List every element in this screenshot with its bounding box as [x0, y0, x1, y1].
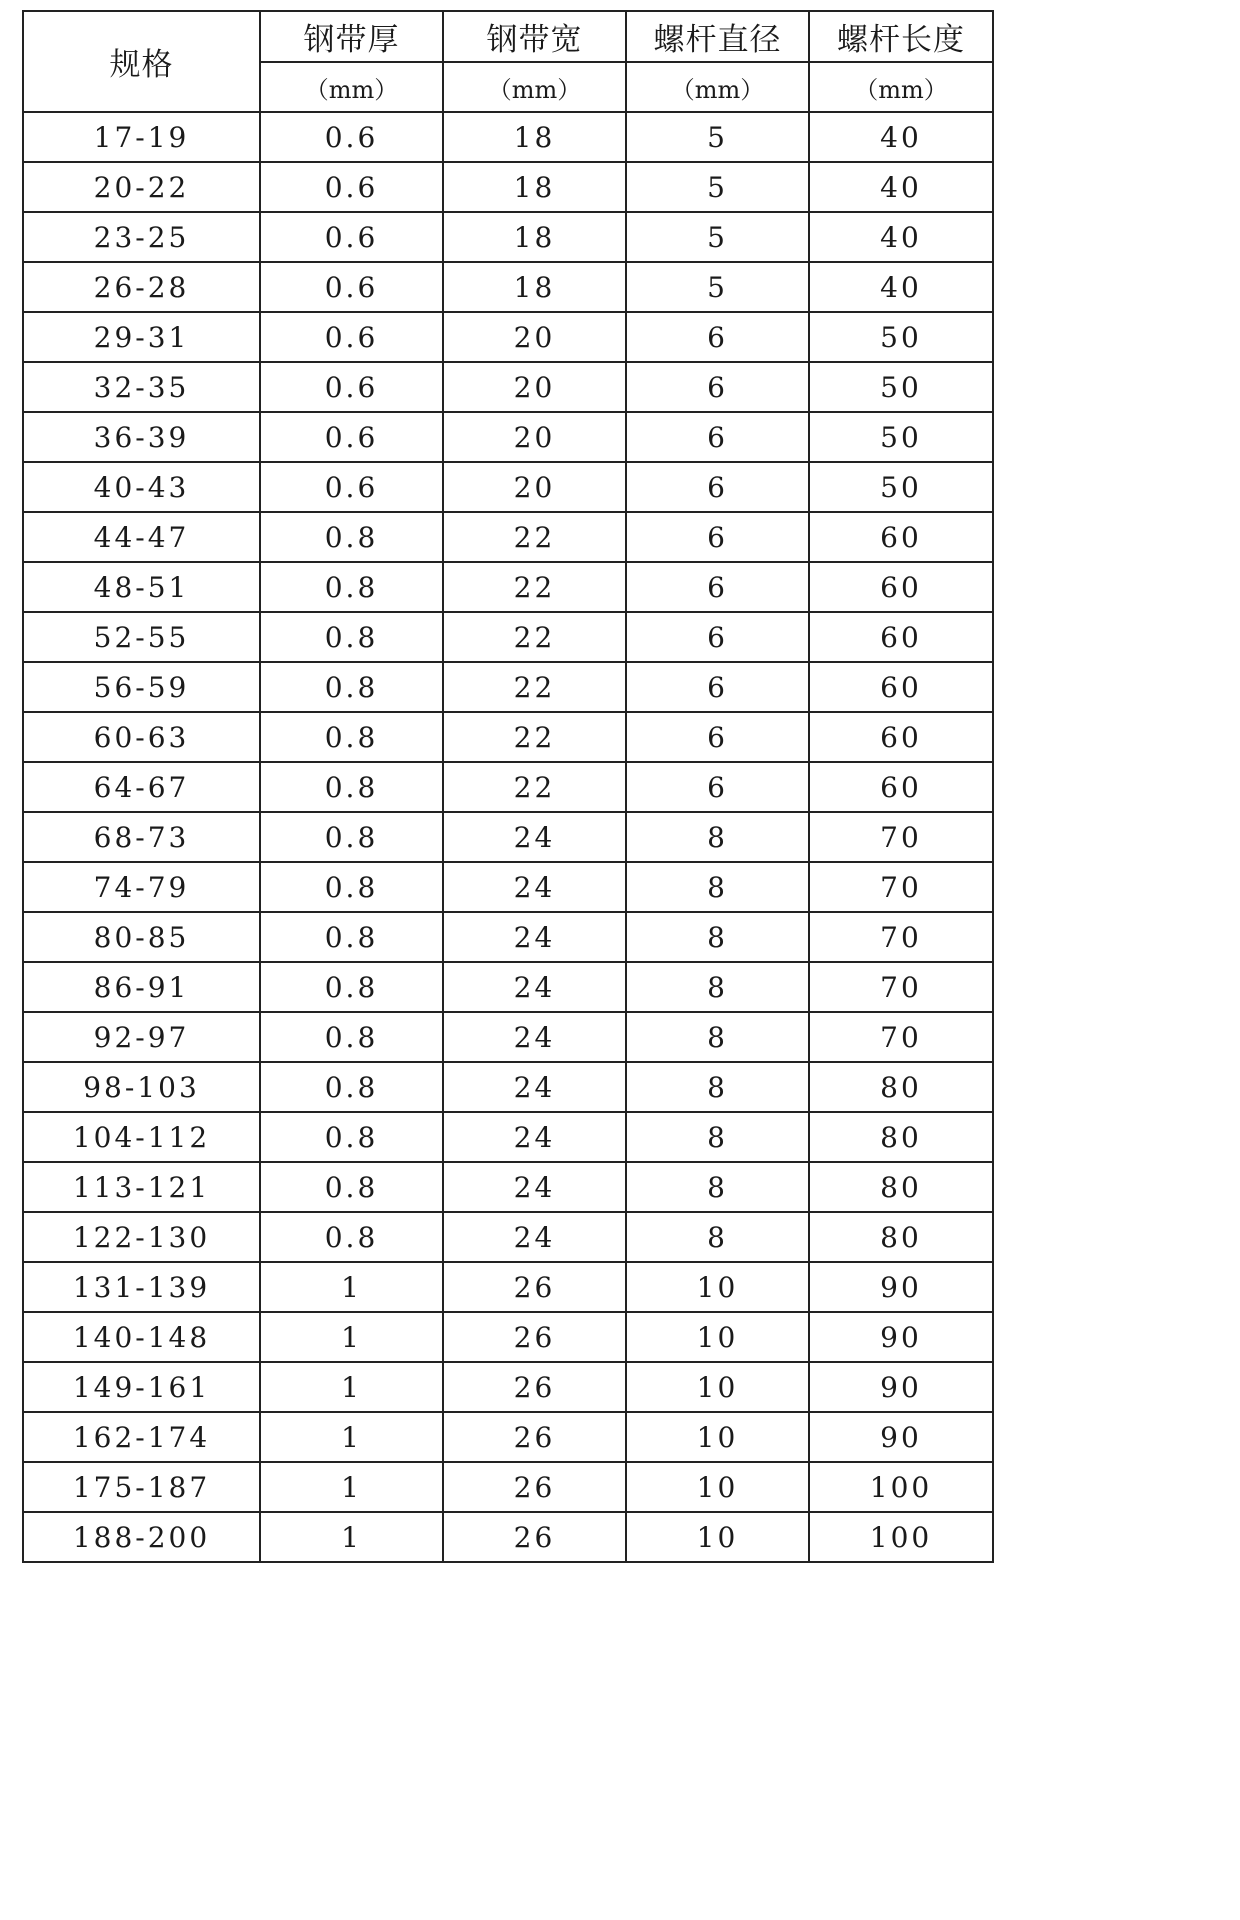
table-row — [23, 812, 993, 862]
table-row — [23, 1062, 993, 1112]
spec-cell: 26-28 — [23, 262, 260, 312]
screw-length-cell: 70 — [809, 962, 993, 1012]
screw-diameter-cell: 5 — [626, 262, 809, 312]
strip-thickness-cell: 0.8 — [260, 1212, 443, 1262]
screw-length-cell: 60 — [809, 612, 993, 662]
spec-cell: 92-97 — [23, 1012, 260, 1062]
spec-cell: 122-130 — [23, 1212, 260, 1262]
strip-width-cell: 24 — [443, 1162, 626, 1212]
table-row — [23, 762, 993, 812]
spec-cell: 20-22 — [23, 162, 260, 212]
strip-width-cell: 26 — [443, 1462, 626, 1512]
table-row — [23, 912, 993, 962]
screw-length-cell: 50 — [809, 312, 993, 362]
strip-width-cell: 26 — [443, 1512, 626, 1562]
table-row — [23, 1012, 993, 1062]
strip-width-cell: 24 — [443, 1062, 626, 1112]
strip-thickness-cell: 1 — [260, 1262, 443, 1312]
screw-length-cell: 80 — [809, 1112, 993, 1162]
unit-label: （mm） — [809, 62, 993, 112]
spec-header: 规格 — [23, 11, 260, 112]
strip-thickness-cell: 0.8 — [260, 1112, 443, 1162]
column-header-strip-width: 钢带宽 — [443, 11, 626, 62]
spec-cell: 175-187 — [23, 1462, 260, 1512]
table-row — [23, 212, 993, 262]
spec-cell: 36-39 — [23, 412, 260, 462]
spec-cell: 56-59 — [23, 662, 260, 712]
screw-diameter-cell: 6 — [626, 462, 809, 512]
strip-thickness-cell: 0.8 — [260, 962, 443, 1012]
strip-thickness-cell: 0.8 — [260, 1012, 443, 1062]
strip-width-cell: 26 — [443, 1412, 626, 1462]
unit-label: （mm） — [443, 62, 626, 112]
table-row — [23, 262, 993, 312]
screw-length-cell: 50 — [809, 362, 993, 412]
strip-thickness-cell: 0.6 — [260, 462, 443, 512]
screw-diameter-cell: 8 — [626, 1112, 809, 1162]
screw-diameter-cell: 8 — [626, 912, 809, 962]
table-row — [23, 1362, 993, 1412]
spec-cell: 140-148 — [23, 1312, 260, 1362]
table-row — [23, 362, 993, 412]
strip-width-cell: 24 — [443, 862, 626, 912]
spec-cell: 40-43 — [23, 462, 260, 512]
screw-length-cell: 70 — [809, 862, 993, 912]
strip-thickness-cell: 0.6 — [260, 162, 443, 212]
strip-width-cell: 24 — [443, 962, 626, 1012]
spec-cell: 149-161 — [23, 1362, 260, 1412]
table-row — [23, 712, 993, 762]
spec-cell: 29-31 — [23, 312, 260, 362]
screw-length-cell: 90 — [809, 1412, 993, 1462]
screw-length-cell: 40 — [809, 162, 993, 212]
screw-diameter-cell: 10 — [626, 1512, 809, 1562]
table-row — [23, 1162, 993, 1212]
strip-width-cell: 22 — [443, 762, 626, 812]
table-row — [23, 1262, 993, 1312]
strip-width-cell: 20 — [443, 462, 626, 512]
screw-length-cell: 40 — [809, 212, 993, 262]
screw-diameter-cell: 8 — [626, 962, 809, 1012]
spec-cell: 86-91 — [23, 962, 260, 1012]
strip-thickness-cell: 1 — [260, 1312, 443, 1362]
table-row — [23, 1312, 993, 1362]
unit-label: （mm） — [260, 62, 443, 112]
screw-diameter-cell: 8 — [626, 1212, 809, 1262]
table-row — [23, 162, 993, 212]
screw-diameter-cell: 8 — [626, 862, 809, 912]
strip-thickness-cell: 0.8 — [260, 862, 443, 912]
table-header — [23, 11, 993, 112]
strip-thickness-cell: 1 — [260, 1462, 443, 1512]
screw-length-cell: 90 — [809, 1312, 993, 1362]
spec-cell: 52-55 — [23, 612, 260, 662]
strip-width-cell: 24 — [443, 812, 626, 862]
header-row-names — [23, 11, 993, 62]
strip-width-cell: 26 — [443, 1262, 626, 1312]
strip-thickness-cell: 1 — [260, 1362, 443, 1412]
screw-length-cell: 40 — [809, 262, 993, 312]
strip-thickness-cell: 0.6 — [260, 412, 443, 462]
spec-cell: 80-85 — [23, 912, 260, 962]
table-body — [23, 112, 993, 1562]
strip-thickness-cell: 0.8 — [260, 762, 443, 812]
strip-thickness-cell: 0.6 — [260, 212, 443, 262]
screw-diameter-cell: 10 — [626, 1262, 809, 1312]
strip-thickness-cell: 0.8 — [260, 1062, 443, 1112]
strip-width-cell: 26 — [443, 1312, 626, 1362]
spec-cell: 98-103 — [23, 1062, 260, 1112]
table-row — [23, 1462, 993, 1512]
strip-thickness-cell: 0.8 — [260, 512, 443, 562]
table-row — [23, 862, 993, 912]
screw-diameter-cell: 8 — [626, 1162, 809, 1212]
spec-cell: 17-19 — [23, 112, 260, 162]
table-row — [23, 462, 993, 512]
screw-diameter-cell: 6 — [626, 562, 809, 612]
screw-length-cell: 100 — [809, 1462, 993, 1512]
table-row — [23, 962, 993, 1012]
table-row — [23, 612, 993, 662]
strip-width-cell: 20 — [443, 312, 626, 362]
strip-width-cell: 22 — [443, 712, 626, 762]
strip-thickness-cell: 0.6 — [260, 112, 443, 162]
table-row — [23, 1412, 993, 1462]
screw-length-cell: 90 — [809, 1262, 993, 1312]
strip-width-cell: 18 — [443, 112, 626, 162]
table-row — [23, 562, 993, 612]
screw-diameter-cell: 6 — [626, 762, 809, 812]
table-row — [23, 412, 993, 462]
strip-width-cell: 24 — [443, 912, 626, 962]
screw-diameter-cell: 6 — [626, 662, 809, 712]
table-row — [23, 1112, 993, 1162]
screw-diameter-cell: 6 — [626, 712, 809, 762]
table-row — [23, 662, 993, 712]
table-row — [23, 312, 993, 362]
screw-diameter-cell: 8 — [626, 812, 809, 862]
spec-cell: 68-73 — [23, 812, 260, 862]
screw-diameter-cell: 5 — [626, 112, 809, 162]
strip-thickness-cell: 0.6 — [260, 262, 443, 312]
strip-thickness-cell: 0.8 — [260, 812, 443, 862]
screw-diameter-cell: 10 — [626, 1312, 809, 1362]
table-row — [23, 1512, 993, 1562]
strip-width-cell: 26 — [443, 1362, 626, 1412]
strip-width-cell: 18 — [443, 162, 626, 212]
screw-diameter-cell: 6 — [626, 412, 809, 462]
spec-cell: 104-112 — [23, 1112, 260, 1162]
column-header-strip-thickness: 钢带厚 — [260, 11, 443, 62]
strip-thickness-cell: 0.6 — [260, 312, 443, 362]
strip-width-cell: 22 — [443, 562, 626, 612]
strip-width-cell: 24 — [443, 1012, 626, 1062]
screw-diameter-cell: 8 — [626, 1012, 809, 1062]
table-row — [23, 512, 993, 562]
screw-length-cell: 70 — [809, 912, 993, 962]
screw-length-cell: 50 — [809, 462, 993, 512]
screw-length-cell: 60 — [809, 712, 993, 762]
spec-cell: 60-63 — [23, 712, 260, 762]
screw-length-cell: 50 — [809, 412, 993, 462]
spec-cell: 44-47 — [23, 512, 260, 562]
screw-length-cell: 70 — [809, 812, 993, 862]
column-header-screw-length: 螺杆长度 — [809, 11, 993, 62]
spec-cell: 162-174 — [23, 1412, 260, 1462]
spec-cell: 188-200 — [23, 1512, 260, 1562]
spec-cell: 48-51 — [23, 562, 260, 612]
strip-thickness-cell: 0.8 — [260, 562, 443, 612]
screw-length-cell: 60 — [809, 562, 993, 612]
strip-width-cell: 22 — [443, 512, 626, 562]
spec-cell: 113-121 — [23, 1162, 260, 1212]
screw-diameter-cell: 5 — [626, 212, 809, 262]
screw-diameter-cell: 6 — [626, 362, 809, 412]
screw-length-cell: 40 — [809, 112, 993, 162]
screw-length-cell: 60 — [809, 512, 993, 562]
spec-cell: 32-35 — [23, 362, 260, 412]
spec-cell: 23-25 — [23, 212, 260, 262]
strip-thickness-cell: 0.6 — [260, 362, 443, 412]
strip-thickness-cell: 0.8 — [260, 712, 443, 762]
screw-diameter-cell: 6 — [626, 312, 809, 362]
strip-thickness-cell: 0.8 — [260, 612, 443, 662]
screw-length-cell: 70 — [809, 1012, 993, 1062]
screw-length-cell: 100 — [809, 1512, 993, 1562]
spec-cell: 131-139 — [23, 1262, 260, 1312]
screw-diameter-cell: 5 — [626, 162, 809, 212]
table-row — [23, 112, 993, 162]
strip-width-cell: 18 — [443, 262, 626, 312]
unit-label: （mm） — [626, 62, 809, 112]
screw-length-cell: 60 — [809, 762, 993, 812]
screw-diameter-cell: 10 — [626, 1462, 809, 1512]
screw-length-cell: 80 — [809, 1212, 993, 1262]
strip-width-cell: 18 — [443, 212, 626, 262]
screw-length-cell: 80 — [809, 1162, 993, 1212]
strip-thickness-cell: 1 — [260, 1512, 443, 1562]
screw-diameter-cell: 10 — [626, 1412, 809, 1462]
strip-width-cell: 24 — [443, 1212, 626, 1262]
screw-length-cell: 80 — [809, 1062, 993, 1112]
strip-width-cell: 24 — [443, 1112, 626, 1162]
strip-thickness-cell: 0.8 — [260, 662, 443, 712]
strip-thickness-cell: 1 — [260, 1412, 443, 1462]
strip-width-cell: 22 — [443, 612, 626, 662]
strip-width-cell: 22 — [443, 662, 626, 712]
screw-diameter-cell: 6 — [626, 612, 809, 662]
strip-thickness-cell: 0.8 — [260, 1162, 443, 1212]
screw-length-cell: 60 — [809, 662, 993, 712]
strip-width-cell: 20 — [443, 362, 626, 412]
screw-length-cell: 90 — [809, 1362, 993, 1412]
screw-diameter-cell: 6 — [626, 512, 809, 562]
spec-cell: 74-79 — [23, 862, 260, 912]
strip-width-cell: 20 — [443, 412, 626, 462]
strip-thickness-cell: 0.8 — [260, 912, 443, 962]
column-header-screw-diameter: 螺杆直径 — [626, 11, 809, 62]
table-row — [23, 1212, 993, 1262]
spec-table — [22, 10, 994, 1563]
screw-diameter-cell: 8 — [626, 1062, 809, 1112]
spec-cell: 64-67 — [23, 762, 260, 812]
screw-diameter-cell: 10 — [626, 1362, 809, 1412]
